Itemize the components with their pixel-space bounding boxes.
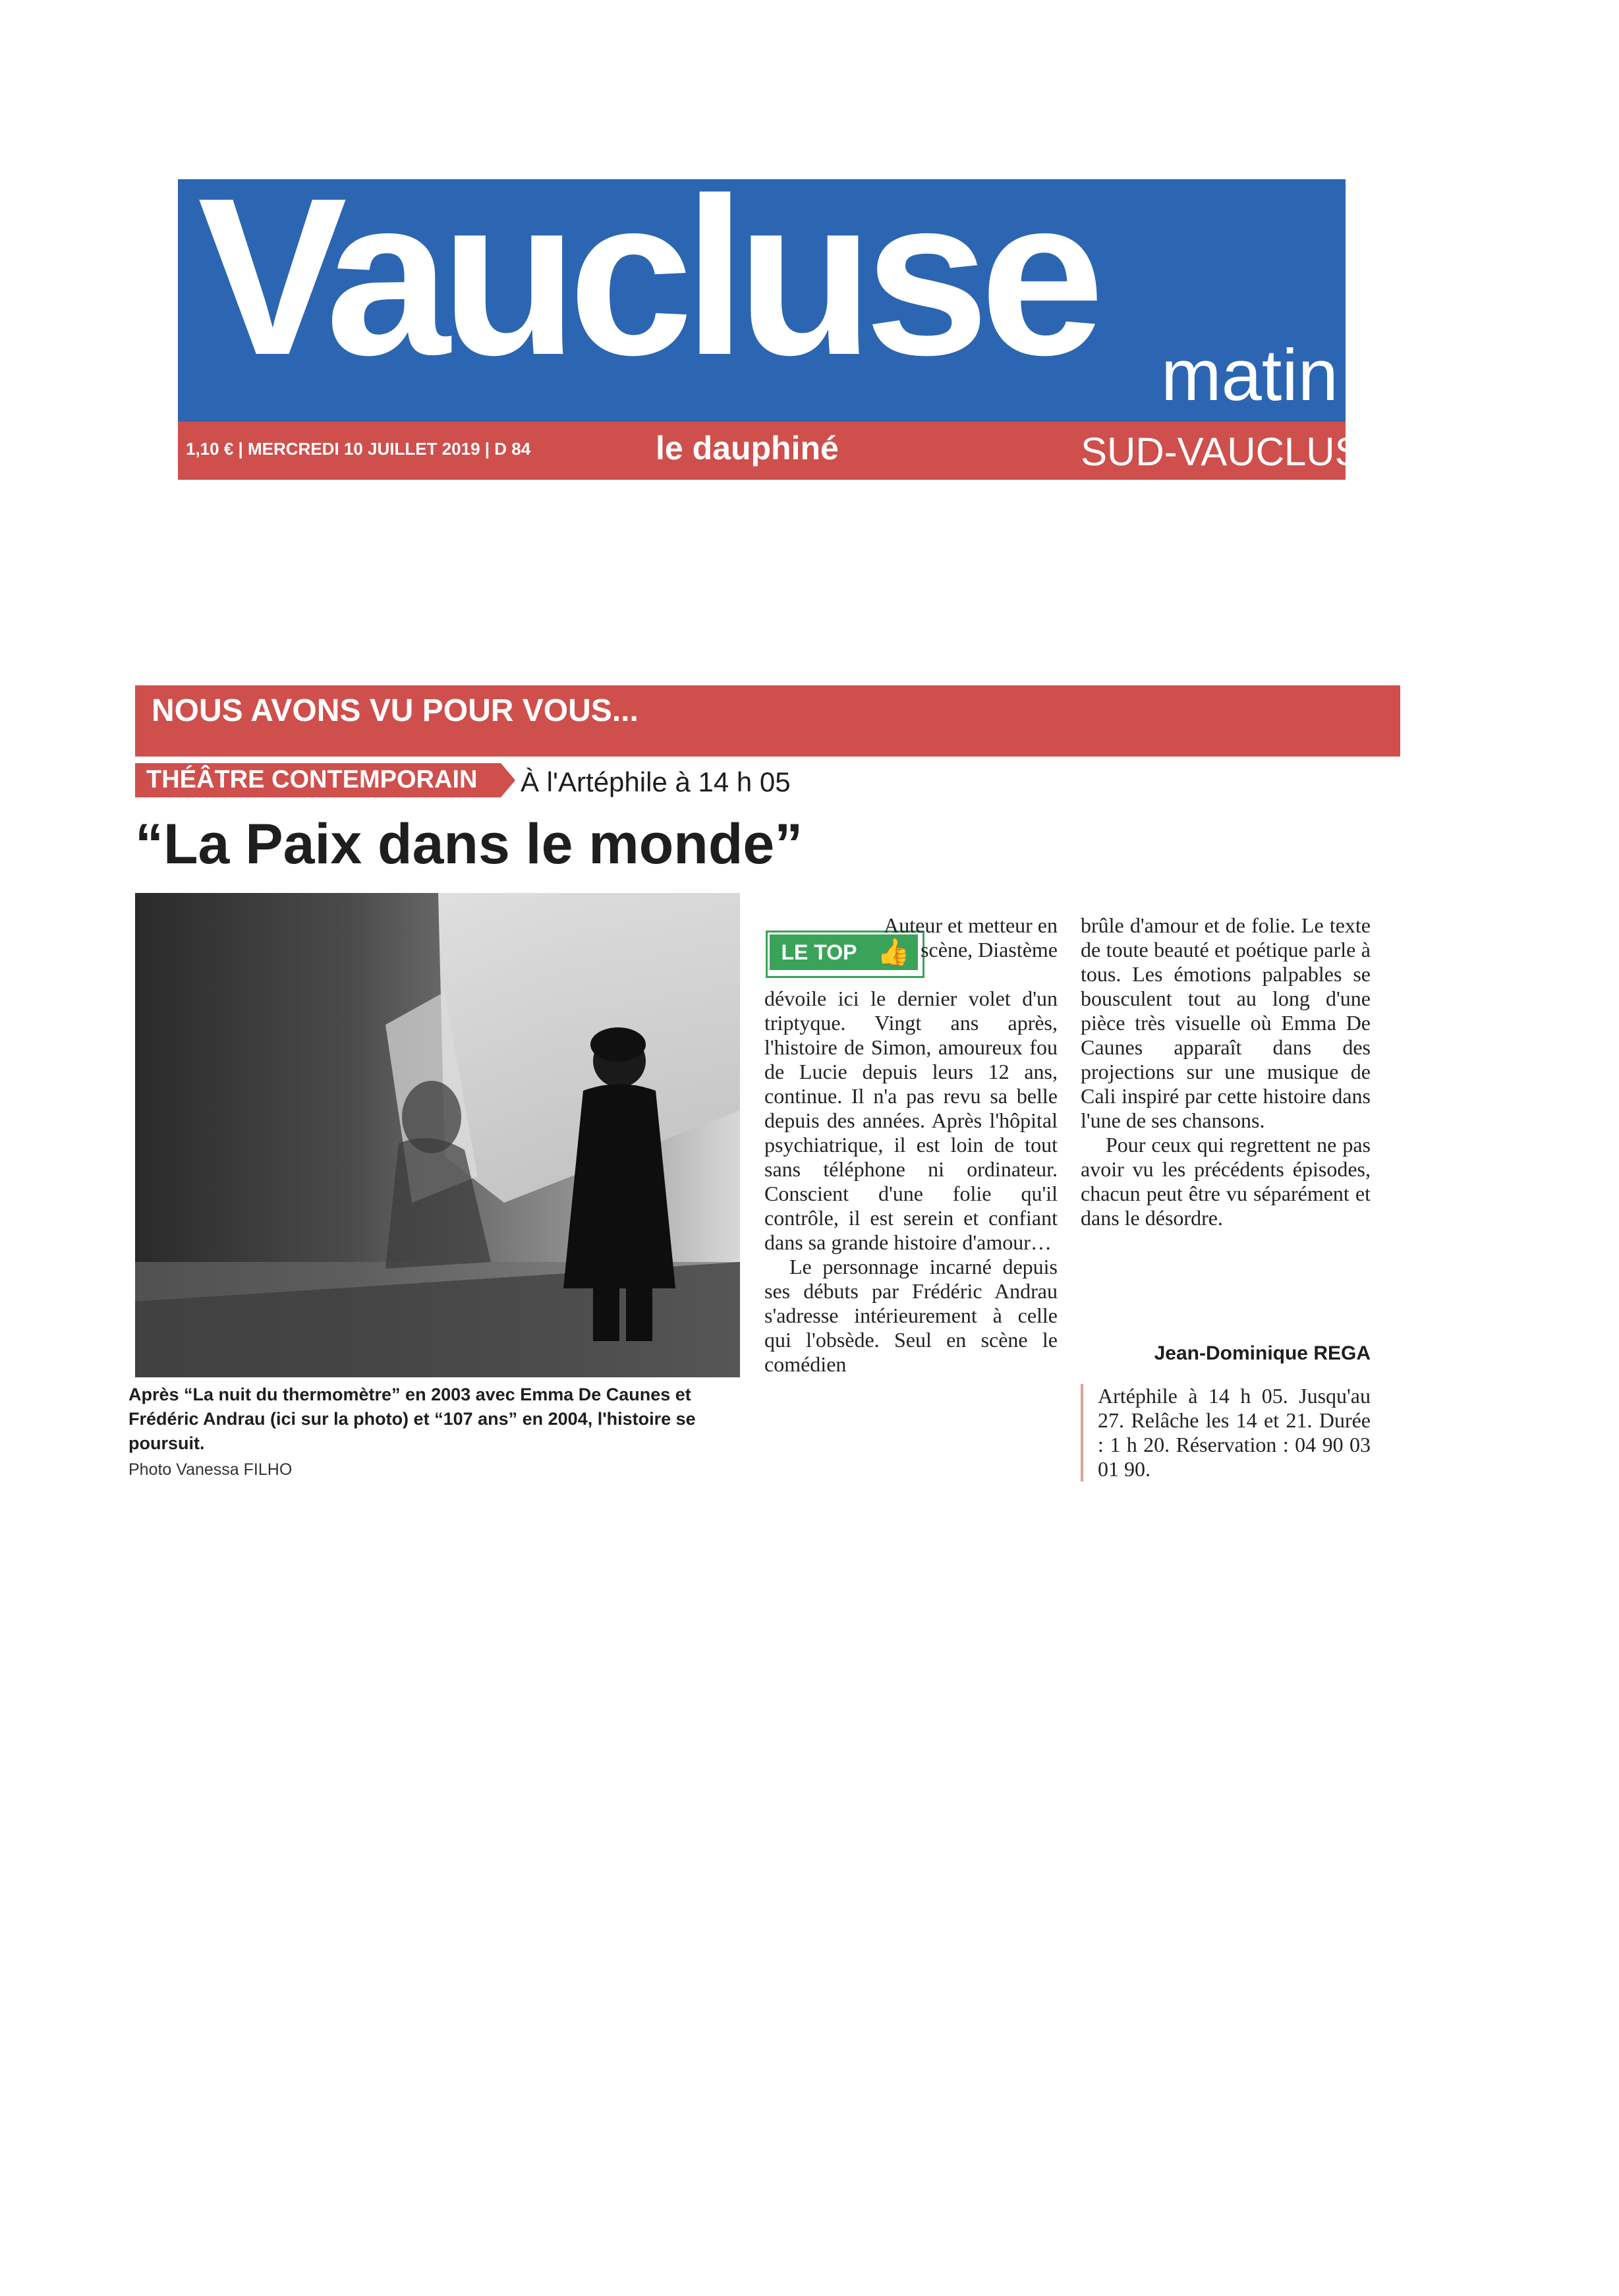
newspaper-title: Vaucluse	[198, 152, 1096, 402]
photo-caption: Après “La nuit du thermomètre” en 2003 avec Emma De Caunes et Frédéric Andrau (ici sur la photo) et “107 ans” en 2004, l'histoire se poursuit.	[128, 1385, 696, 1453]
edition-name: SUD-VAUCLUSE	[1081, 430, 1388, 474]
article-column-1	[764, 987, 1058, 1377]
brand-name: le dauphiné	[656, 430, 839, 467]
byline: Jean-Dominique REGA	[1154, 1342, 1371, 1364]
practical-info: Artéphile à 14 h 05. Jusqu'au 27. Relâche les 14 et 21. Durée : 1 h 20. Réservation : 04 90 03 01 90.	[1098, 1384, 1371, 1481]
le-top-label: LE TOP	[770, 934, 868, 970]
rubric-arrow	[501, 763, 515, 797]
article-lead-intro	[883, 913, 1058, 962]
paragraph-3: brûle d'amour et de folie. Le texte de toute beauté et poétique parle à tous. Les émotions palpables se bousculent tout au long d'une pièce très visuelle où Emma De Caunes apparaît dans des projections sur une musique de Cali inspiré par cette histoire dans l'une de ses chansons.	[1081, 913, 1371, 1132]
section-title: NOUS AVONS VU POUR VOUS...	[152, 693, 639, 728]
newspaper-subtitle: matin	[1161, 335, 1338, 416]
lead-intro-text: Auteur et metteur en scène, Diastème	[884, 913, 1058, 961]
photo-credit: Photo Vanessa FILHO	[128, 1460, 293, 1479]
article-column-2	[1081, 913, 1371, 1230]
venue-line: À l'Artéphile à 14 h 05	[521, 766, 791, 797]
issue-date-line: 1,10 € | MERCREDI 10 JUILLET 2019 | D 84	[186, 439, 531, 459]
rubric-label: THÉÂTRE CONTEMPORAIN	[146, 766, 478, 793]
practical-info-box	[1081, 1384, 1371, 1481]
article-headline: “La Paix dans le monde”	[135, 813, 803, 876]
paragraph-1: dévoile ici le dernier volet d'un triptyque. Vingt ans après, l'histoire de Simon, amoureux fou de Lucie depuis leurs 12 ans, continue. Il n'a pas revu sa belle depuis des années. Après l'hôpital psychiatrique, il est loin de tout sans téléphone ni ordinateur. Conscient d'une folie qu'il contrôle, il est serein et confiant dans sa grande histoire d'amour…	[764, 987, 1058, 1254]
paragraph-2: Le personnage incarné depuis ses débuts par Frédéric Andrau s'adresse intérieurement à celle qui l'obsède. Seul en scène le comédien	[764, 1255, 1058, 1376]
article-photo	[135, 893, 740, 1377]
photo-illustration	[135, 893, 740, 1377]
thumbs-up-icon: 👍	[877, 937, 910, 967]
paragraph-4: Pour ceux qui regrettent ne pas avoir vu les précédents épisodes, chacun peut être vu séparément et dans le désordre.	[1081, 1133, 1371, 1230]
